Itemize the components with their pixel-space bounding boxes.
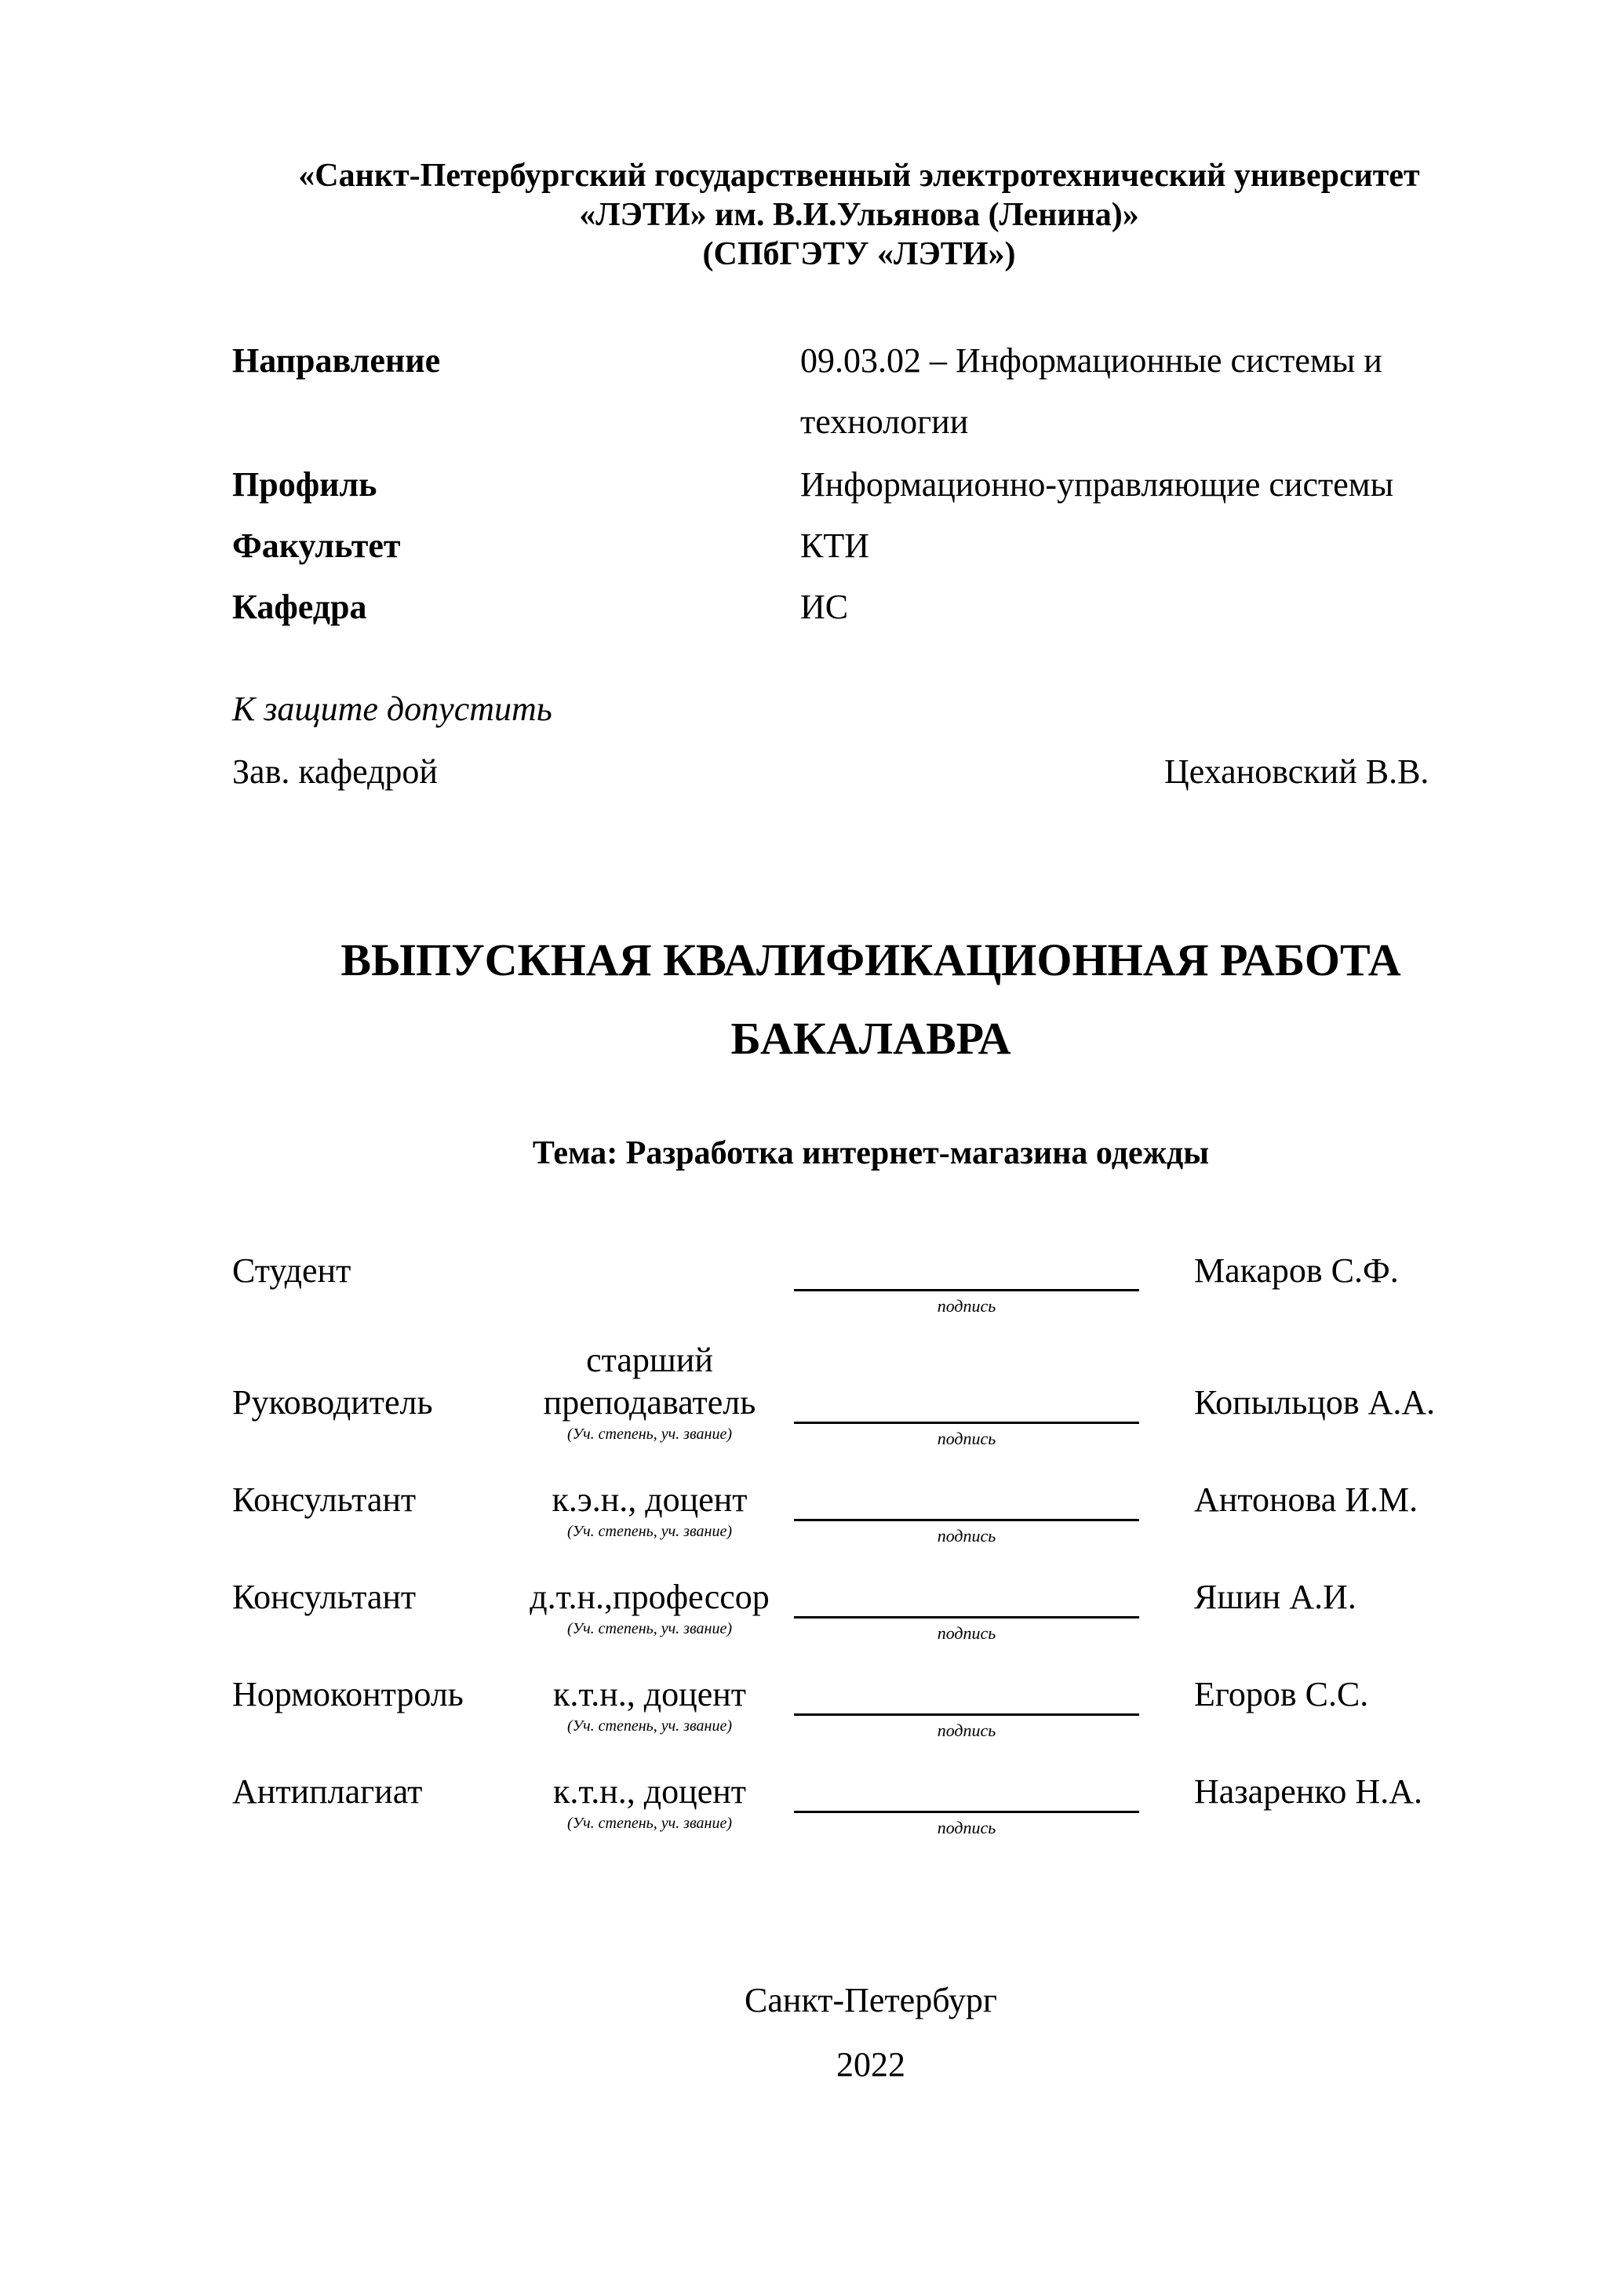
direction-label: Направление [232,341,441,380]
faculty-value: КТИ [800,526,869,565]
signature-name: Яшин А.И. [1194,1578,1356,1616]
signature-line [794,1811,1139,1813]
signature-hint: подпись [937,1623,996,1643]
signature-line [794,1289,1139,1291]
degree-hint: (Уч. степень, уч. звание) [567,1426,732,1443]
signature-name: Назаренко Н.А. [1194,1772,1422,1811]
signature-line [794,1519,1139,1521]
signature-role: Студент [232,1251,351,1290]
signature-degree: к.т.н., доцент [552,1675,747,1713]
signature-name: Копыльцов А.А. [1194,1383,1436,1422]
signature-degree: д.т.н.,профессор [530,1578,770,1616]
signature-hint: подпись [937,1429,996,1448]
signature-degree: преподаватель [543,1383,756,1422]
head-of-department-name: Цехановский В.В. [1164,752,1429,791]
signature-role: Руководитель [232,1383,433,1422]
signature-role: Нормоконтроль [232,1675,464,1713]
signature-role: Консультант [232,1480,417,1519]
signature-line [794,1713,1139,1716]
footer-city: Санкт-Петербург [745,1981,997,2019]
signature-name: Егоров С.С. [1194,1675,1369,1713]
signature-degree: к.э.н., доцент [552,1480,748,1519]
admission-text: К защите допустить [232,690,552,728]
signature-hint: подпись [937,1526,996,1546]
university-abbreviation: (СПбГЭТУ «ЛЭТИ») [702,236,1016,272]
signature-degree-line1: старший [586,1341,713,1379]
work-theme: Тема: Разработка интернет-магазина одежды [532,1135,1210,1171]
university-name-line2: «ЛЭТИ» им. В.И.Ульянова (Ленина)» [579,197,1139,233]
work-title-line1: ВЫПУСКНАЯ КВАЛИФИКАЦИОННАЯ РАБОТА [340,934,1401,985]
direction-value: 09.03.02 – Информационные системы и технологии [800,341,1382,441]
degree-hint: (Уч. степень, уч. звание) [567,1620,732,1637]
signature-name: Антонова И.М. [1194,1480,1418,1519]
faculty-label: Факультет [232,526,401,565]
department-label: Кафедра [232,588,367,626]
signature-role: Антиплагиат [232,1772,423,1811]
signature-hint: подпись [937,1296,996,1316]
department-value: ИС [800,588,849,626]
signature-hint: подпись [937,1818,996,1837]
signature-role: Консультант [232,1578,417,1616]
profile-label: Профиль [232,465,377,504]
degree-hint: (Уч. степень, уч. звание) [567,1815,732,1832]
work-title-line2: БАКАЛАВРА [730,1013,1011,1064]
signature-hint: подпись [937,1720,996,1740]
signature-degree: к.т.н., доцент [552,1772,747,1811]
profile-value: Информационно-управляющие системы [800,465,1394,504]
university-name-line1: «Санкт-Петербургский государственный электротехнический университет [298,158,1420,194]
degree-hint: (Уч. степень, уч. звание) [567,1717,732,1735]
head-of-department-label: Зав. кафедрой [232,752,438,791]
signature-line [794,1616,1139,1619]
degree-hint: (Уч. степень, уч. звание) [567,1523,732,1540]
footer-year: 2022 [836,2045,905,2084]
signature-line [794,1422,1139,1424]
signature-name: Макаров С.Ф. [1194,1251,1399,1290]
